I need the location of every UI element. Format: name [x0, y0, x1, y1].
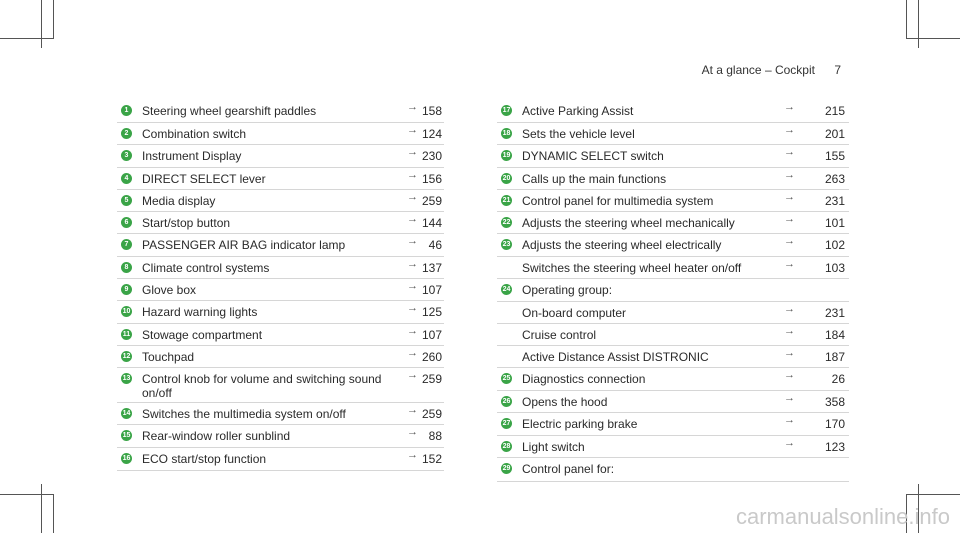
legend-label: Steering wheel gearshift paddles [142, 104, 317, 118]
legend-label: Control panel for: [522, 462, 615, 476]
legend-row [117, 425, 444, 448]
callout-number-badge: 21 [502, 197, 511, 204]
page-number: 7 [834, 63, 841, 77]
page-reference-arrow-icon: → [784, 146, 795, 158]
crop-mark [41, 0, 42, 48]
callout-number-badge: 6 [121, 217, 132, 228]
legend-row [117, 145, 444, 168]
page-reference-arrow-icon: → [407, 347, 418, 359]
page-reference-arrow-icon: → [784, 325, 795, 337]
page-reference-link[interactable]: 230 [421, 149, 442, 163]
legend-row [497, 391, 849, 413]
page-reference-arrow-icon: → [784, 213, 795, 225]
page-reference-link[interactable]: 144 [421, 216, 442, 230]
page-reference-link[interactable]: 107 [421, 328, 442, 342]
callout-number-badge: 5 [121, 195, 132, 206]
callout-number-badge: 11 [122, 331, 131, 338]
legend-row [497, 324, 849, 346]
legend-label: DYNAMIC SELECT switch [522, 149, 664, 163]
page-reference-link[interactable]: 88 [428, 429, 442, 443]
legend-row [117, 324, 444, 346]
page-reference-link[interactable]: 187 [824, 350, 845, 364]
callout-number-badge: 23 [502, 241, 511, 248]
callout-number-badge: 16 [122, 455, 131, 462]
legend-label: ECO start/stop function [142, 452, 267, 466]
page-reference-link[interactable]: 259 [421, 372, 442, 386]
legend-label: Hazard warning lights [142, 305, 258, 319]
page-reference-link[interactable]: 259 [421, 407, 442, 421]
page-reference-link[interactable]: 107 [421, 283, 442, 297]
legend-label: Switches the steering wheel heater on/off [522, 261, 742, 275]
legend-row [497, 257, 849, 279]
page-reference-arrow-icon: → [784, 169, 795, 181]
callout-number-badge: 29 [502, 465, 511, 472]
legend-label: Adjusts the steering wheel mechanically [522, 216, 735, 230]
page-reference-link[interactable]: 231 [824, 306, 845, 320]
callout-number-badge: 8 [121, 262, 132, 273]
watermark: carmanualsonline.info [735, 504, 950, 529]
legend-label: Instrument Display [142, 149, 242, 163]
legend-row [497, 100, 849, 123]
callout-number-badge: 9 [121, 284, 132, 295]
page-reference-link[interactable]: 263 [824, 172, 845, 186]
page-reference-arrow-icon: → [407, 258, 418, 270]
legend-row [497, 368, 849, 391]
callout-number-badge: 26 [502, 398, 511, 405]
legend-label: Cruise control [522, 328, 597, 342]
crop-mark [53, 0, 54, 38]
legend-label: Adjusts the steering wheel electrically [522, 238, 722, 252]
page-reference-arrow-icon: → [784, 392, 795, 404]
legend-row [497, 346, 849, 368]
legend-label: Light switch [522, 440, 585, 454]
callout-number-badge: 2 [121, 128, 132, 139]
section-title: At a glance – Cockpit [701, 63, 815, 77]
page-reference-link[interactable]: 125 [421, 305, 442, 319]
legend-row [117, 212, 444, 234]
page-reference-link[interactable]: 184 [824, 328, 845, 342]
page-reference-link[interactable]: 259 [421, 194, 442, 208]
callout-number-badge: 17 [502, 107, 511, 114]
page-reference-link[interactable]: 156 [421, 172, 442, 186]
legend-row [497, 413, 849, 436]
callout-number-badge: 19 [502, 152, 511, 159]
page-reference-link[interactable]: 231 [824, 194, 845, 208]
legend-label: Switches the multimedia system on/off [142, 407, 346, 421]
page-reference-link[interactable]: 215 [824, 104, 845, 118]
legend-label: Control panel for multimedia system [522, 194, 714, 208]
legend-row [497, 234, 849, 257]
page-reference-arrow-icon: → [407, 302, 418, 314]
legend-row [117, 257, 444, 279]
page-reference-arrow-icon: → [407, 169, 418, 181]
legend-row [497, 168, 849, 190]
page-reference-link[interactable]: 152 [421, 452, 442, 466]
legend-row [117, 190, 444, 212]
page-reference-link[interactable]: 260 [421, 350, 442, 364]
legend-label: Active Parking Assist [522, 104, 634, 118]
page-reference-arrow-icon: → [784, 303, 795, 315]
legend-label: Calls up the main functions [522, 172, 667, 186]
page-reference-arrow-icon: → [784, 347, 795, 359]
legend-row [497, 145, 849, 168]
callout-number-badge: 3 [121, 150, 132, 161]
callout-number-badge: 10 [122, 308, 131, 315]
legend-row [117, 234, 444, 257]
page-reference-link[interactable]: 201 [824, 127, 845, 141]
callout-number-badge: 20 [502, 175, 511, 182]
legend-label: Combination switch [142, 127, 247, 141]
page-reference-arrow-icon: → [784, 258, 795, 270]
crop-mark [906, 494, 960, 495]
left-legend-column [117, 100, 444, 471]
legend-label: Climate control systems [142, 261, 270, 275]
legend-label: Operating group: [522, 283, 613, 297]
legend-row [117, 346, 444, 368]
page-reference-arrow-icon: → [407, 325, 418, 337]
crop-mark [0, 494, 54, 495]
page-reference-arrow-icon: → [784, 437, 795, 449]
callout-number-badge: 22 [502, 219, 511, 226]
legend-label: Electric parking brake [522, 417, 638, 431]
legend-row [117, 168, 444, 190]
crop-mark [41, 484, 42, 533]
page-reference-link[interactable]: 170 [824, 417, 845, 431]
legend-label: Touchpad [142, 350, 195, 364]
callout-number-badge: 24 [502, 286, 511, 293]
page-reference-arrow-icon: → [407, 369, 418, 381]
legend-row [497, 279, 849, 302]
page-reference-link[interactable]: 103 [824, 261, 845, 275]
right-legend-column [497, 100, 849, 482]
page-reference-link[interactable]: 46 [428, 238, 442, 252]
callout-number-badge: 14 [122, 410, 131, 417]
legend-row [117, 403, 444, 425]
page-reference-arrow-icon: → [784, 101, 795, 113]
page-reference-arrow-icon: → [407, 124, 418, 136]
callout-number-badge: 12 [122, 353, 131, 360]
legend-label: Glove box [142, 283, 197, 297]
page-reference-arrow-icon: → [784, 235, 795, 247]
legend-row [117, 279, 444, 301]
legend-row [117, 301, 444, 324]
page-reference-link[interactable]: 137 [421, 261, 442, 275]
page-reference-link[interactable]: 358 [824, 395, 845, 409]
legend-label: DIRECT SELECT lever [142, 172, 266, 186]
legend-row [117, 368, 444, 403]
legend-label: Diagnostics connection [522, 372, 646, 386]
legend-label: Opens the hood [522, 395, 608, 409]
callout-number-badge: 13 [122, 375, 131, 382]
page-reference-arrow-icon: → [407, 449, 418, 461]
page-reference-arrow-icon: → [784, 124, 795, 136]
legend-label: PASSENGER AIR BAG indicator lamp [142, 238, 346, 252]
callout-number-badge: 18 [502, 130, 511, 137]
crop-mark [906, 0, 907, 38]
callout-number-badge: 7 [121, 239, 132, 250]
page-reference-arrow-icon: → [407, 146, 418, 158]
page-reference-link[interactable]: 123 [824, 440, 845, 454]
callout-number-badge: 15 [122, 432, 131, 439]
crop-mark [906, 38, 960, 39]
legend-label: Active Distance Assist DISTRONIC [522, 350, 709, 364]
page-reference-arrow-icon: → [407, 213, 418, 225]
legend-row [497, 123, 849, 145]
legend-row [497, 212, 849, 234]
crop-mark [0, 38, 54, 39]
page-reference-link[interactable]: 102 [824, 238, 845, 252]
legend-row [117, 448, 444, 471]
page-reference-arrow-icon: → [407, 101, 418, 113]
page-reference-arrow-icon: → [407, 191, 418, 203]
legend-row [117, 123, 444, 145]
legend-row [117, 100, 444, 123]
legend-label: Media display [142, 194, 216, 208]
legend-label: Control knob for volume and switching sound on/off [142, 372, 382, 400]
callout-number-badge: 4 [121, 173, 132, 184]
callout-number-badge: 25 [502, 375, 511, 382]
page-reference-link[interactable]: 158 [421, 104, 442, 118]
page-reference-arrow-icon: → [784, 414, 795, 426]
legend-label: Rear-window roller sunblind [142, 429, 291, 443]
legend-label: Stowage compartment [142, 328, 263, 342]
legend-row [497, 458, 849, 482]
crop-mark [918, 0, 919, 48]
page-reference-link[interactable]: 26 [831, 372, 845, 386]
callout-number-badge: 27 [502, 420, 511, 427]
page-reference-link[interactable]: 124 [421, 127, 442, 141]
page-reference-link[interactable]: 101 [824, 216, 845, 230]
legend-row [497, 302, 849, 324]
crop-mark [53, 494, 54, 533]
callout-number-badge: 1 [121, 105, 132, 116]
page-reference-arrow-icon: → [784, 191, 795, 203]
running-header [702, 63, 841, 77]
page-reference-arrow-icon: → [407, 404, 418, 416]
page-reference-arrow-icon: → [407, 235, 418, 247]
page-reference-arrow-icon: → [407, 280, 418, 292]
legend-row [497, 436, 849, 458]
callout-number-badge: 28 [502, 443, 511, 450]
page-reference-arrow-icon: → [784, 369, 795, 381]
page-reference-link[interactable]: 155 [824, 149, 845, 163]
page-reference-arrow-icon: → [407, 426, 418, 438]
legend-label: Start/stop button [142, 216, 231, 230]
legend-label: On-board computer [522, 306, 627, 320]
legend-row [497, 190, 849, 212]
legend-label: Sets the vehicle level [522, 127, 635, 141]
